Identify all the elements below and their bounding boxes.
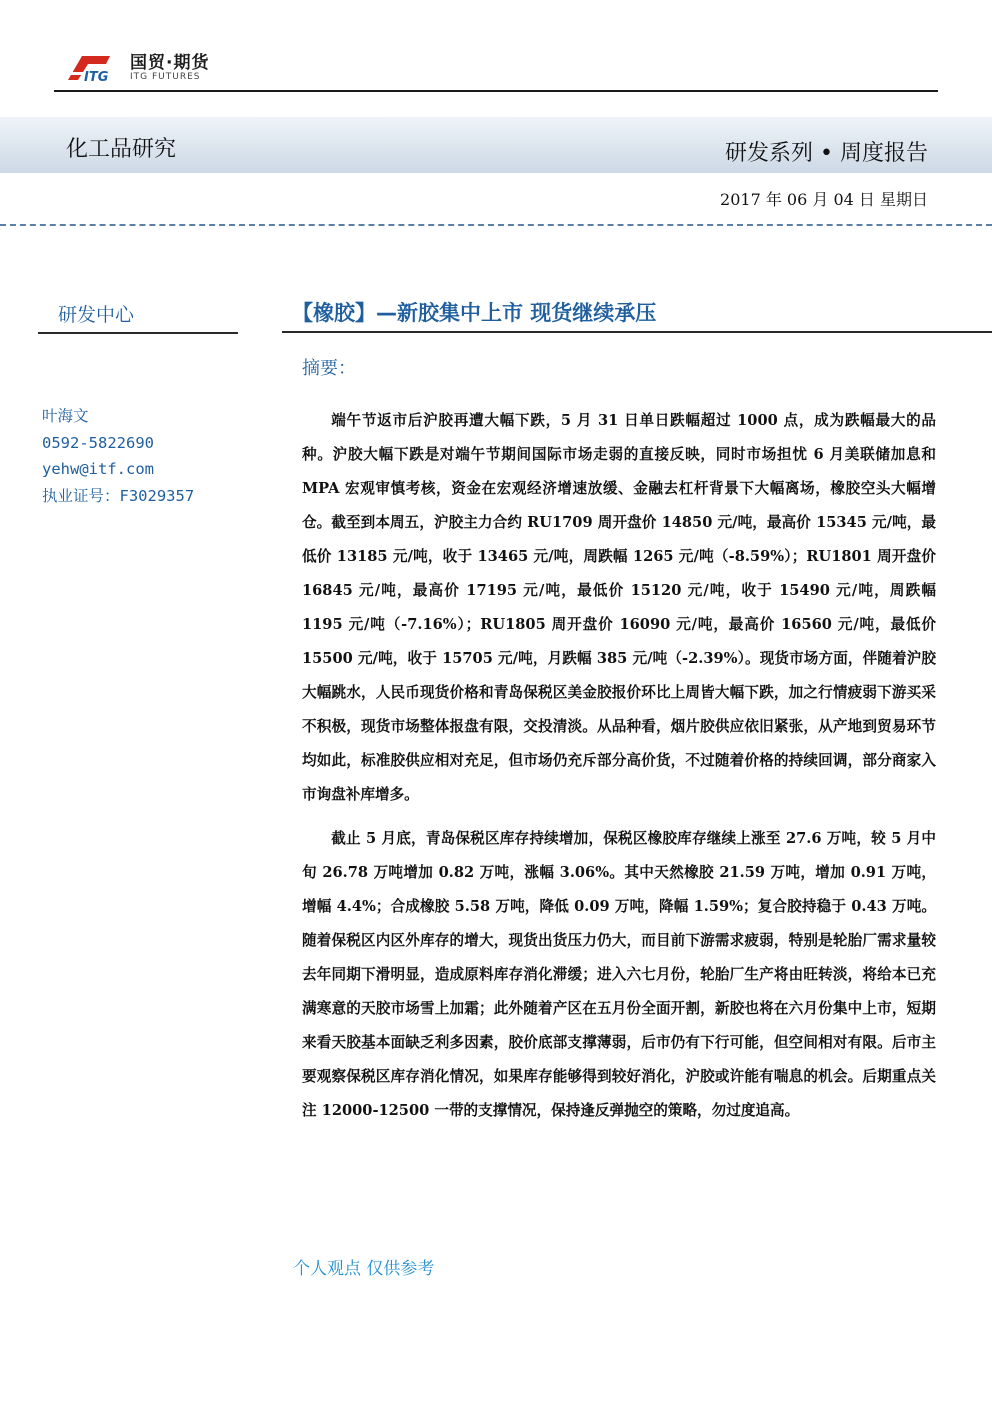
abstract-label: 摘要： [302,358,356,379]
disclaimer-note: 个人观点 仅供参考 [293,1259,435,1279]
top-divider [54,90,938,92]
report-body [302,404,936,1138]
logo-mark-text: ITG [84,70,109,84]
sidebar-divider [38,332,238,334]
analyst-phone: 0592-5822690 [42,433,154,452]
report-title: 【橡胶】—新胶集中上市 现货继续承压 [292,301,657,325]
department-title: 化工品研究 [66,137,177,162]
body-paragraph: 截止 5 月底，青岛保税区库存持续增加，保税区橡胶库存继续上涨至 27.6 万吨，较 5 月中旬 26.78 万吨增加 0.82 万吨，涨幅 3.06%。其中天然橡胶 21.59 万吨，增加 0.91 万吨，增幅 4.4%；合成橡胶 5.58 万吨，降低 0.09 万吨，降幅 1.59%；复合胶持稳于 0.43 万吨。随着保税区内区外库存的增大，现货出货压力仍大，而目前下游需求疲弱，特别是轮胎厂需求量较去年同期下滑明显，造成原料库存消化滞缓；进入六七月份，轮胎厂生产将由旺转淡，将给本已充满寒意的天胶市场雪上加霜；此外随着产区在五月份全面开割，新胶也将在六月份集中上市，短期来看天胶基本面缺乏利多因素，胶价底部支撑薄弱，后市仍有下行可能，但空间相对有限。后市主要观察保税区库存消化情况，如果库存能够得到较好消化，沪胶或许能有喘息的机会。后期重点关注 12000-12500 一带的支撑情况，保持逢反弹抛空的策略，勿过度追高。 [302,830,936,1119]
itg-logo-icon [62,50,120,84]
analyst-contact [42,403,194,509]
company-logo [62,46,232,86]
analyst-name: 叶海文 [42,407,89,425]
analyst-email[interactable]: yehw@itf.com [42,460,154,478]
analyst-license: 执业证号：F3029357 [42,486,195,505]
dashed-divider [0,224,992,226]
report-series: 研发系列 • 周度报告 [725,141,928,166]
title-divider [282,331,992,333]
report-date: 2017 年 06 月 04 日 星期日 [720,190,928,209]
logo-name-cn: 国贸·期货 [130,53,210,73]
logo-name-en: ITG FUTURES [130,72,201,82]
body-paragraph: 端午节返市后沪胶再遭大幅下跌，5 月 31 日单日跌幅超过 1000 点，成为跌幅最大的品种。沪胶大幅下跌是对端午节期间国际市场走弱的直接反映，同时市场担忧 6 月美联储加息和 MPA 宏观审慎考核，资金在宏观经济增速放缓、金融去杠杆背景下大幅离场，橡胶空头大幅增仓。截至到本周五，沪胶主力合约 RU1709 周开盘价 14850 元/吨，最高价 15345 元/吨，最低价 13185 元/吨，收于 13465 元/吨，周跌幅 1265 元/吨（-8.59%）；RU1801 周开盘价 16845 元/吨，最高价 17195 元/吨，最低价 15120 元/吨，收于 15490 元/吨，周跌幅 1195 元/吨（-7.16%）；RU1805 周开盘价 16090 元/吨，最高价 16560 元/吨，最低价 15500 元/吨，收于 15705 元/吨，月跌幅 385 元/吨（-2.39%）。现货市场方面，伴随着沪胶大幅跳水，人民币现货价格和青岛保税区美金胶报价环比上周皆大幅下跌，加之行情疲弱下游买采不积极，现货市场整体报盘有限，交投清淡。从品种看，烟片胶供应依旧紧张，从产地到贸易环节均如此，标准胶供应相对充足，但市场仍充斥部分高价货，不过随着价格的持续回调，部分商家入市询盘补库增多。 [302,412,936,803]
sidebar-section-title: 研发中心 [58,304,135,326]
